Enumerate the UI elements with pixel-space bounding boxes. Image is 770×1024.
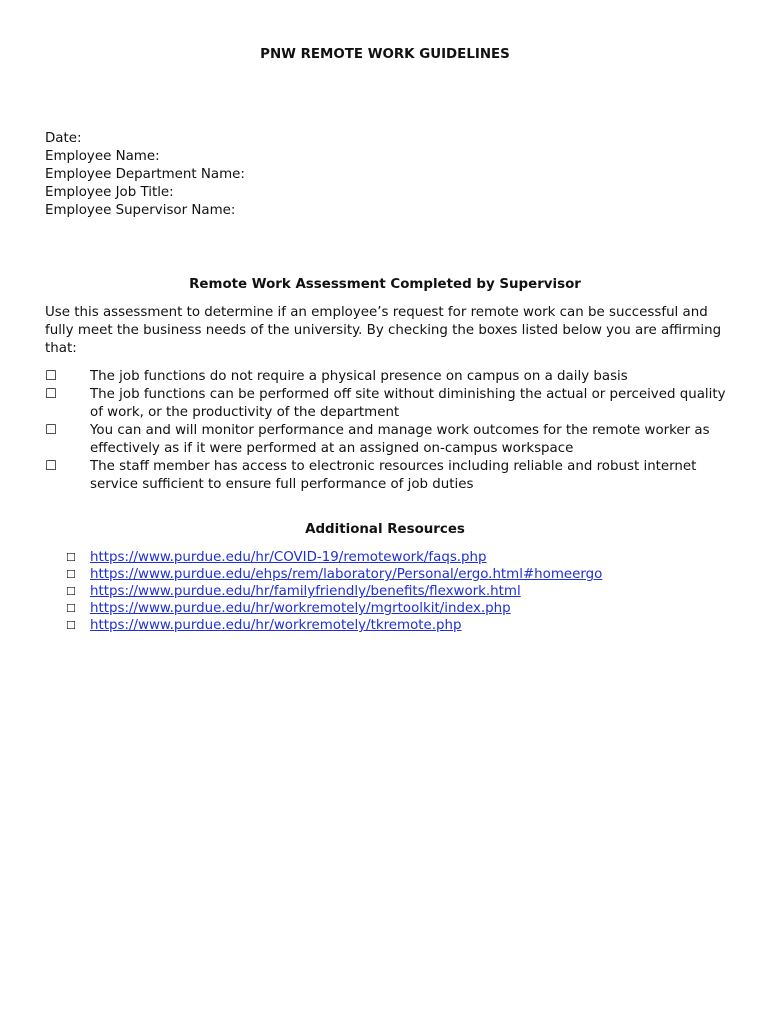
bullet-box-icon: ☐: [66, 551, 76, 564]
bullet-box-icon: ☐: [66, 568, 76, 581]
resource-link[interactable]: https://www.purdue.edu/hr/familyfriendly/benefits/flexwork.html: [90, 584, 521, 599]
supervisor-name-label: Employee Supervisor Name:: [45, 203, 236, 218]
resources-list: [66, 549, 602, 634]
department-name-label: Employee Department Name:: [45, 167, 245, 182]
bullet-box-icon: ☐: [66, 585, 76, 598]
resource-item: [66, 600, 602, 617]
page-title: PNW REMOTE WORK GUIDELINES: [260, 47, 510, 62]
resource-item: [66, 617, 602, 634]
assessment-intro: Use this assessment to determine if an employee’s request for remote work can be successful and fully meet the business needs of the university. By checking the boxes listed below you are affirming that:: [45, 305, 722, 356]
assessment-checklist: [45, 368, 735, 494]
resource-item: [66, 583, 602, 600]
checkbox-icon[interactable]: ☐: [45, 369, 58, 384]
checkbox-icon[interactable]: ☐: [45, 459, 58, 474]
checklist-item-text: The staff member has access to electronic resources including reliable and robust internet service sufficient to ensure full performance of job duties: [90, 459, 697, 492]
date-label: Date:: [45, 131, 82, 146]
bullet-box-icon: ☐: [66, 619, 76, 632]
checklist-item: [45, 386, 735, 422]
checklist-item-text: The job functions do not require a physical presence on campus on a daily basis: [90, 369, 628, 384]
checklist-item-text: The job functions can be performed off site without diminishing the actual or perceived quality of work, or the productivity of the department: [90, 387, 726, 420]
resource-item: [66, 549, 602, 566]
resource-link[interactable]: https://www.purdue.edu/hr/COVID-19/remotework/faqs.php: [90, 550, 487, 565]
employee-info-fields: [45, 130, 245, 220]
assessment-heading: Remote Work Assessment Completed by Supervisor: [189, 277, 581, 292]
resource-link[interactable]: https://www.purdue.edu/hr/workremotely/tkremote.php: [90, 618, 462, 633]
checklist-item: [45, 458, 735, 494]
resource-item: [66, 566, 602, 583]
resource-link[interactable]: https://www.purdue.edu/hr/workremotely/mgrtoolkit/index.php: [90, 601, 511, 616]
checklist-item: [45, 368, 735, 386]
employee-name-label: Employee Name:: [45, 149, 160, 164]
checklist-item: [45, 422, 735, 458]
bullet-box-icon: ☐: [66, 602, 76, 615]
job-title-label: Employee Job Title:: [45, 185, 174, 200]
checklist-item-text: You can and will monitor performance and manage work outcomes for the remote worker as effectively as if it were performed at an assigned on-campus workspace: [90, 423, 710, 456]
resources-heading: Additional Resources: [305, 522, 465, 537]
resource-link[interactable]: https://www.purdue.edu/ehps/rem/laboratory/Personal/ergo.html#homeergo: [90, 567, 603, 582]
checkbox-icon[interactable]: ☐: [45, 387, 58, 402]
checkbox-icon[interactable]: ☐: [45, 423, 58, 438]
